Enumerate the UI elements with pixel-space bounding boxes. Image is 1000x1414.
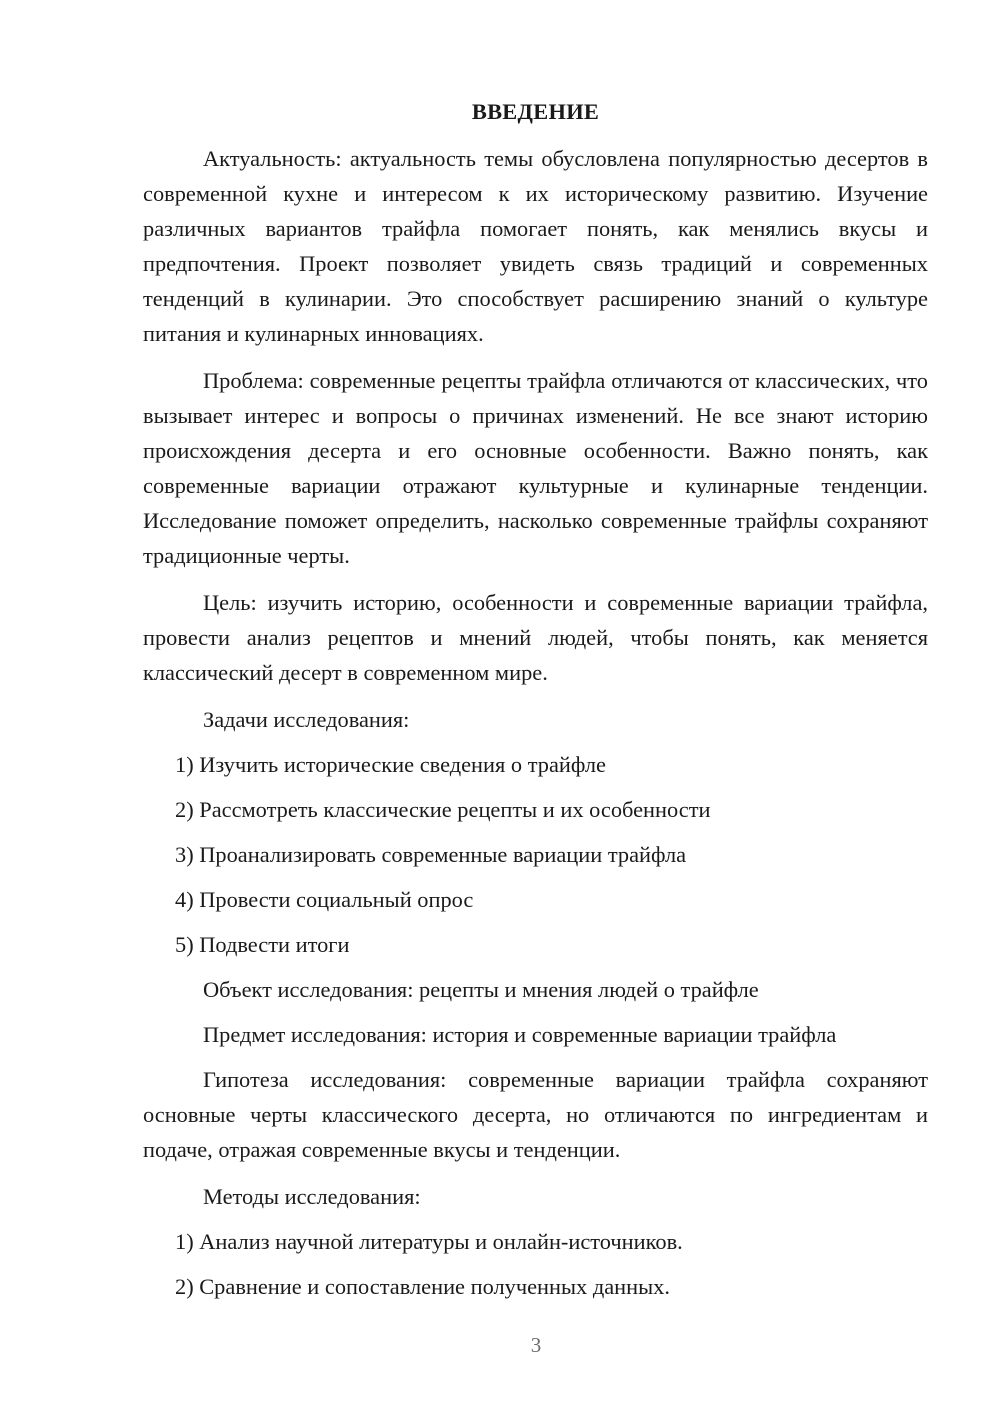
methods-list [143, 1224, 928, 1304]
method-item: 2) Сравнение и сопоставление полученных данных. [175, 1274, 670, 1299]
page-number: 3 [530, 1333, 542, 1357]
method-item: 1) Анализ научной литературы и онлайн-источников. [175, 1229, 683, 1254]
research-subject: Предмет исследования: история и современные вариации трайфла [203, 1022, 837, 1047]
tasks-list [143, 747, 928, 962]
task-item: 5) Подвести итоги [175, 932, 350, 957]
problem-paragraph: Проблема: современные рецепты трайфла отличаются от классических, что вызывает интерес и вопросы о причинах изменений. Не все знают историю происхождения десерта и его основные особенности. Важно понять, как современные вариации отражают культурные и кулинарные тенденции. Исследование поможет определить, насколько современные трайфлы сохраняют традиционные черты. [143, 368, 928, 568]
task-item: 2) Рассмотреть классические рецепты и их особенности [175, 797, 711, 822]
research-object: Объект исследования: рецепты и мнения людей о трайфле [203, 977, 759, 1002]
goal-paragraph: Цель: изучить историю, особенности и современные вариации трайфла, провести анализ рецептов и мнений людей, чтобы понять, как меняется классический десерт в современном мире. [143, 590, 928, 685]
task-item: 4) Провести социальный опрос [175, 887, 474, 912]
methods-heading: Методы исследования: [203, 1184, 421, 1209]
section-title: ВВЕДЕНИЕ [471, 99, 600, 124]
task-item: 3) Проанализировать современные вариации трайфла [175, 842, 687, 867]
tasks-heading: Задачи исследования: [203, 707, 410, 732]
page-content [143, 94, 928, 1314]
relevance-paragraph: Актуальность: актуальность темы обусловлена популярностью десертов в современной кухне и интересом к их историческому развитию. Изучение различных вариантов трайфла помогает понять, как менялись вкусы и предпочтения. Проект позволяет увидеть связь традиций и современных тенденций в кулинарии. Это способствует расширению знаний о культуре питания и кулинарных инновациях. [143, 146, 928, 346]
task-item: 1) Изучить исторические сведения о трайфле [175, 752, 606, 777]
hypothesis-paragraph: Гипотеза исследования: современные вариации трайфла сохраняют основные черты классического десерта, но отличаются по ингредиентам и подаче, отражая современные вкусы и тенденции. [143, 1067, 928, 1162]
